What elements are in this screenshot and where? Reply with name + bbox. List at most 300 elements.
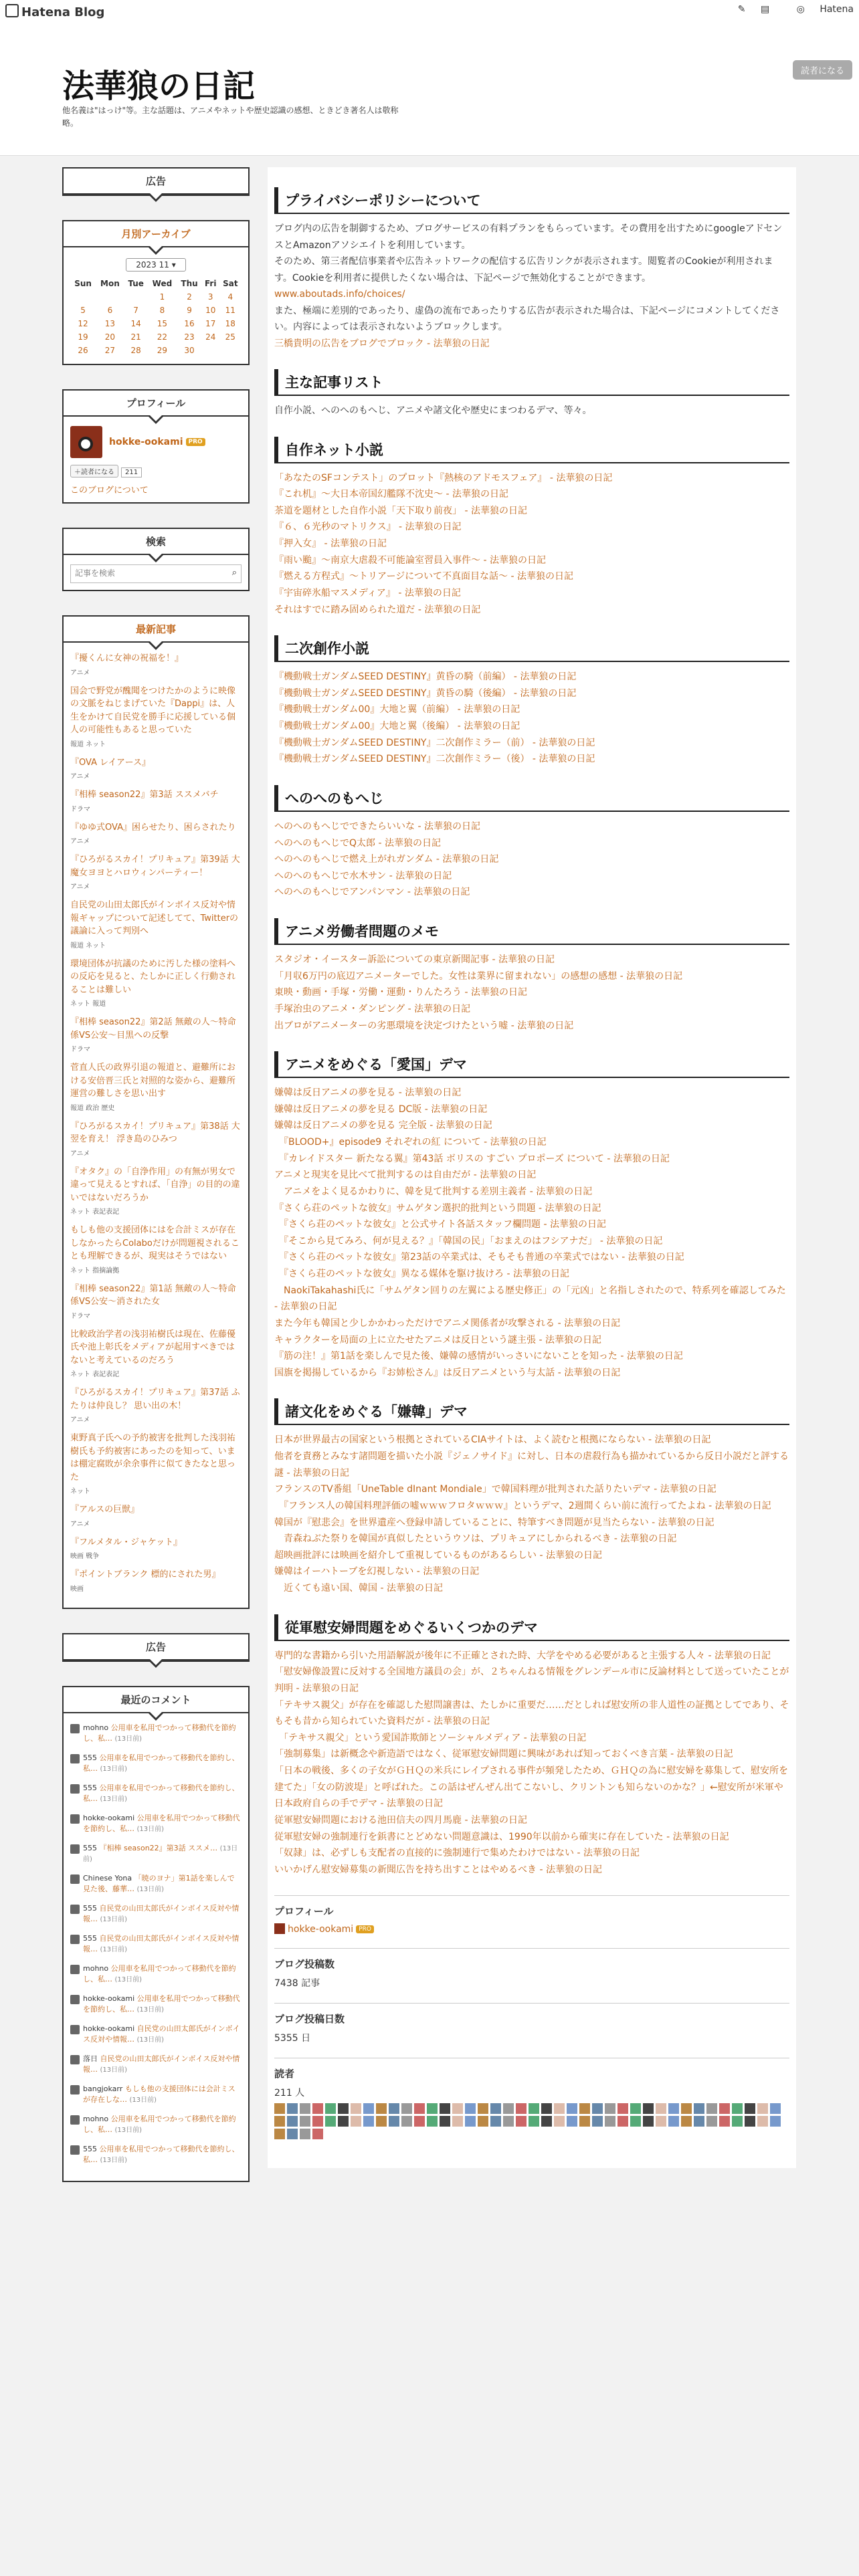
reader-avatar[interactable]: [312, 2129, 323, 2139]
reader-avatar[interactable]: [668, 2116, 679, 2127]
article-link[interactable]: 日本が世界最古の国家という根拠とされているCIAサイトは、よく読むと根拠にならない - 法華狼の日記: [274, 1434, 711, 1446]
recent-post-category[interactable]: ネット 表記表記: [70, 1208, 120, 1216]
article-link[interactable]: NaokiTakahashi氏に「サムゲタン回りの左翼による歴史修正」の「元凶」と名指しされたので、特系列を確認してみた - 法華狼の日記: [274, 1285, 786, 1313]
recent-post-title[interactable]: 東野真子氏への予約被害を批判した浅羽祐樹氏も予約被害にあったのを知って、いまは棚定腐敗が余余事件に似てきたなと思った: [70, 1433, 236, 1483]
comment-item: [70, 2054, 242, 2076]
comment-user[interactable]: 555: [83, 1843, 97, 1852]
article-link[interactable]: キャラクターを局面の上に立たせたアニメは反日という謎主張 - 法華狼の日記: [274, 1334, 601, 1346]
calendar-day[interactable]: 28: [130, 346, 141, 355]
comment-user[interactable]: 555: [83, 2144, 97, 2153]
comment-text[interactable]: 公用車を私用でつかって移動代を節約し、私…: [83, 1994, 240, 2014]
reader-avatar[interactable]: [567, 2116, 577, 2127]
comment-text[interactable]: 自民党の山田太郎氏がインボイス反対や情報…: [83, 1903, 240, 1923]
blog-title[interactable]: 法華狼の日記: [62, 68, 256, 105]
reader-avatar[interactable]: [401, 2103, 412, 2114]
article-link[interactable]: 「日本の戦後、多くの子女がＧＨＱの米兵にレイプされる事件が頻発したため、ＧＨＱの為に慰安婦を募集して、慰安所を建てた」「女の防波堤」と呼ばれた。この話はぜんぜん出てこないし、クリントンも知らないのかな？」←慰安所が米軍や日本政府自らの手でデマ - 法華狼の日記: [274, 1765, 789, 1810]
comment-text[interactable]: 公用車を私用でつかって移動代を節約し、私…: [83, 1783, 240, 1803]
calendar-day[interactable]: 24: [205, 332, 216, 342]
reader-avatar[interactable]: [541, 2116, 552, 2127]
hatena-blog-logo[interactable]: Hatena Blog: [5, 4, 104, 19]
recent-post-title[interactable]: 環境団体が抗議のために汚した様の塗料への反応を見ると、たしかに正しく行動されることは難しい: [70, 958, 236, 995]
calendar-day[interactable]: 5: [80, 306, 86, 315]
comment-user[interactable]: mohno: [83, 1723, 109, 1732]
calendar-day[interactable]: 26: [78, 346, 88, 355]
calendar-day[interactable]: 1: [159, 292, 165, 302]
reader-avatar[interactable]: [274, 2129, 285, 2139]
article-link[interactable]: アニメをよく見るかわりに、韓を見て批判する差別主義者 - 法華狼の日記: [274, 1186, 593, 1197]
article-link[interactable]: 嫌韓は反日アニメの夢を見る 完全版 - 法華狼の日記: [274, 1120, 492, 1132]
recent-post-category[interactable]: ネット: [70, 1488, 90, 1495]
reader-avatar[interactable]: [389, 2103, 399, 2114]
reader-avatar[interactable]: [338, 2116, 349, 2127]
recent-post-category[interactable]: ドラマ: [70, 1046, 90, 1053]
article-link[interactable]: いいかげん慰安婦募集の新聞広告を持ち出すことはやめるべき - 法華狼の日記: [274, 1864, 602, 1875]
reader-avatar[interactable]: [770, 2116, 781, 2127]
article-link[interactable]: また今年も韓国と少しかかわっただけでアニメ関係者が攻撃される - 法華狼の日記: [274, 1317, 621, 1329]
recent-post-title[interactable]: 比較政治学者の浅羽祐樹氏は現在、佐藤優氏や池上彰氏をメディアが起用すべきではないと考えているのだろう: [70, 1329, 236, 1366]
article-link[interactable]: アニメと現実を見比べて批判するのは自由だが - 法華狼の日記: [274, 1170, 537, 1181]
comment-user[interactable]: mohno: [83, 2114, 109, 2123]
article-link[interactable]: 「奴隷」は、必ずしも支配者の直接的に強制連行で集めたわけではない - 法華狼の日記: [274, 1848, 640, 1859]
profile-name[interactable]: hokke-ookami PRO: [109, 437, 205, 447]
comment-text[interactable]: 公用車を私用でつかって移動代を節約し、私…: [83, 1753, 240, 1773]
recent-post-title[interactable]: 『ゆゆ式OVA』困らせたり、困らされたり: [70, 822, 236, 833]
calendar-day[interactable]: 21: [130, 332, 141, 342]
calendar-week: [70, 317, 242, 330]
recent-post-title[interactable]: 『ひろがるスカイ！プリキュア』第39話 大魔女ヨヨとハロウィンパーティー！: [70, 855, 240, 878]
article-link[interactable]: へのへのもへじでQ太郎 - 法華狼の日記: [274, 837, 441, 849]
reader-avatar[interactable]: [668, 2103, 679, 2114]
comment-text[interactable]: 「暁のヨナ」第1話を楽しんで見た後、藤華…: [83, 1873, 235, 1893]
article-link[interactable]: 『さくら荘のペットな彼女』第23話の卒業式は、そもそも普通の卒業式ではない - 法華狼の日記: [274, 1252, 684, 1263]
recent-post-category[interactable]: アニメ: [70, 1416, 90, 1424]
recent-post: [70, 1503, 242, 1528]
month-select[interactable]: 2023 11 ▾: [126, 258, 186, 272]
reader-avatar[interactable]: [363, 2116, 374, 2127]
reader-avatar[interactable]: [325, 2103, 336, 2114]
calendar-day[interactable]: 3: [207, 292, 213, 302]
calendar-day[interactable]: 19: [78, 332, 88, 342]
article-link[interactable]: 「テキサス親父」という愛国詐欺師とソーシャルメディア - 法華狼の日記: [274, 1732, 587, 1743]
calendar-day[interactable]: 9: [187, 306, 192, 315]
reader-avatar[interactable]: [503, 2116, 514, 2127]
article-link[interactable]: 『BLOOD+』episode9 それぞれの紅 について - 法華狼の日記: [274, 1137, 547, 1148]
article-link[interactable]: 「あなたのSFコンテスト」のプロット『熱核のアドモスフェア』 - 法華狼の日記: [274, 472, 613, 484]
comment-user[interactable]: mohno: [83, 1963, 109, 1973]
article-link[interactable]: 「強制募集」は新概念や新造語ではなく、従軍慰安婦問題に興味があれば知っておくべき言葉 - 法華狼の日記: [274, 1749, 733, 1760]
reader-avatar[interactable]: [541, 2103, 552, 2114]
reader-avatar[interactable]: [757, 2103, 768, 2114]
recent-post-category[interactable]: 報道 ネット: [70, 740, 106, 748]
reader-avatar[interactable]: [529, 2116, 539, 2127]
reader-avatar[interactable]: [287, 2129, 298, 2139]
search-icon[interactable]: ⌕: [231, 568, 237, 578]
comment-user[interactable]: hokke-ookami: [83, 2024, 135, 2033]
recent-post-category[interactable]: 報道 政治 歴史: [70, 1104, 115, 1112]
reader-avatar[interactable]: [351, 2103, 361, 2114]
reader-avatar[interactable]: [643, 2116, 654, 2127]
reader-avatar[interactable]: [529, 2103, 539, 2114]
calendar-week: [70, 344, 242, 357]
article-link[interactable]: 『さくら荘のペットな彼女』サムゲタン選択的批判という問題 - 法華狼の日記: [274, 1202, 601, 1214]
article-link[interactable]: スタジオ・イースター訴訟についての東京新聞記事 - 法華狼の日記: [274, 954, 555, 965]
article-link[interactable]: 従軍慰安婦の強制連行を鋲書にとどめない問題意識は、1990年以前から確実に存在していた - 法華狼の日記: [274, 1831, 729, 1842]
reader-avatar[interactable]: [656, 2103, 666, 2114]
recent-post-category[interactable]: 映画 戦争: [70, 1553, 100, 1560]
reader-avatar[interactable]: [427, 2103, 438, 2114]
article-link[interactable]: 『押入女』 - 法華狼の日記: [274, 538, 387, 549]
reader-avatar[interactable]: [719, 2116, 730, 2127]
reader-avatar[interactable]: [516, 2116, 527, 2127]
recent-post-category[interactable]: アニメ: [70, 669, 90, 677]
reader-avatar[interactable]: [490, 2103, 501, 2114]
comment-user[interactable]: 555: [83, 1783, 97, 1792]
reader-avatar[interactable]: [554, 2103, 565, 2114]
calendar-day[interactable]: 25: [225, 332, 235, 342]
reader-avatar[interactable]: [287, 2116, 298, 2127]
article-link[interactable]: 『さくら荘のペットな彼女』異なる媒体を駆け抜けろ - 法華狼の日記: [274, 1269, 569, 1279]
article-link[interactable]: 嫌韓はイーハトーブを幻視しない - 法華狼の日記: [274, 1566, 480, 1578]
reader-avatar[interactable]: [452, 2103, 463, 2114]
article-link[interactable]: 嫌韓は反日アニメの夢を見る - 法華狼の日記: [274, 1087, 462, 1099]
comment-date: (13日前): [114, 1976, 142, 1983]
article-link[interactable]: 東映・動画・手塚・労働・運動・りんたろう - 法華狼の日記: [274, 987, 527, 998]
reader-avatar[interactable]: [503, 2103, 514, 2114]
reader-avatar[interactable]: [694, 2103, 704, 2114]
main-content: [268, 167, 796, 2168]
recent-post-title[interactable]: 菅直人氏の政界引退の報道と、避難所における安倍晋三氏と対照的な姿から、避難所運営の難しさを思い出す: [70, 1063, 236, 1099]
reader-avatar[interactable]: [312, 2103, 323, 2114]
article-link[interactable]: 嫌韓は反日アニメの夢を見る DC版 - 法華狼の日記: [274, 1103, 488, 1115]
article-link[interactable]: 「テキサス親父」が存在を確認した慰問譲書は、たしかに重要だ……だとしれば慰安所の非人道性の証拠としてであり、そもそも昔から知られていた資料だが - 法華狼の日記: [274, 1699, 789, 1727]
article-link[interactable]: 『フランス人の韓国料理評価の嘘ｗｗｗフロタｗｗｗ』というデマ、2週間くらい前に流行ってたよね - 法華狼の日記: [274, 1500, 771, 1511]
reader-avatar[interactable]: [681, 2103, 692, 2114]
article-section: [274, 635, 789, 768]
article-link[interactable]: それはすでに踏み固められた道だ - 法華狼の日記: [274, 604, 481, 615]
recent-post: [70, 1120, 242, 1158]
reader-avatar[interactable]: [274, 2103, 285, 2114]
reader-avatar[interactable]: [579, 2116, 590, 2127]
reader-avatar[interactable]: [389, 2116, 399, 2127]
comment-text-wrap: [83, 2024, 242, 2046]
reader-avatar[interactable]: [554, 2116, 565, 2127]
reader-avatar[interactable]: [567, 2103, 577, 2114]
reader-avatar[interactable]: [363, 2103, 374, 2114]
calendar-day[interactable]: 18: [225, 319, 235, 328]
calendar-day[interactable]: 27: [104, 346, 116, 355]
article-link[interactable]: 『機動戦士ガンダム00』大地と翼（前編） - 法華狼の日記: [274, 704, 520, 716]
comment-user[interactable]: hokke-ookami: [83, 1994, 135, 2003]
reader-avatar[interactable]: [630, 2103, 641, 2114]
comment-date: (13日前): [114, 1735, 142, 1743]
article-link[interactable]: へのへのもへじでできたらいいな - 法華狼の日記: [274, 821, 480, 832]
reader-avatar[interactable]: [643, 2103, 654, 2114]
calendar-day[interactable]: 22: [157, 332, 168, 342]
reader-avatar[interactable]: [732, 2116, 743, 2127]
comment-text[interactable]: 自民党の山田太郎氏がインボイス反対や情報…: [83, 2054, 240, 2074]
reader-avatar[interactable]: [516, 2103, 527, 2114]
reader-avatar[interactable]: [452, 2116, 463, 2127]
article-link[interactable]: 『これ机』～大日本帝国幻艦隊不沈史～ - 法華狼の日記: [274, 489, 508, 500]
recent-post-category[interactable]: アニメ: [70, 1150, 90, 1158]
edit-icon[interactable]: ✎: [737, 4, 746, 15]
recent-post-title[interactable]: もしも他の支援団体にはを合計ミスが存在しなかったらColaboだけが問題視されることも理解できるが、現実はそうではない: [70, 1225, 240, 1261]
article-link[interactable]: 『機動戦士ガンダム00』大地と翼（後編） - 法華狼の日記: [274, 721, 520, 732]
article-link[interactable]: 「慰安婦像設置に反対する全国地方議員の会」が、２ちゃんねる情報をグレンデール市に反論材料として送っていたことが判明 - 法華狼の日記: [274, 1667, 789, 1694]
article-section: [274, 918, 789, 1034]
article-link[interactable]: 韓国が『慰悲会』を世界遺産へ登録申請していることに、特筆すべき問題が見当たらない - 法華狼の日記: [274, 1517, 714, 1528]
reader-avatar[interactable]: [287, 2103, 298, 2114]
recent-post-title[interactable]: 『擾くんに女神の祝福を！』: [70, 653, 184, 663]
reader-avatar[interactable]: [694, 2116, 704, 2127]
calendar-day[interactable]: 15: [157, 319, 168, 328]
comment-item: [70, 2084, 242, 2106]
comment-date: (13日前): [129, 2097, 157, 2104]
comment-text[interactable]: 自民党の山田太郎氏がインボイス反対や情報…: [83, 2024, 240, 2044]
recent-post-title[interactable]: 国会で野党が醜聞をつけたかのように映像の文脈をねじまげていた『Dappi』は、人生をかけて自民党を勝手に応援している個人の可能性もあると思っていた: [70, 685, 236, 735]
reader-avatar[interactable]: [325, 2116, 336, 2127]
comment-text[interactable]: 公用車を私用でつかって移動代を節約し、私…: [83, 2114, 236, 2134]
reader-count[interactable]: 211: [121, 467, 142, 477]
user-icon: [70, 2085, 80, 2095]
calendar-day[interactable]: 13: [104, 319, 116, 328]
recent-post-title[interactable]: 『相棒 season22』第3話 ススメバチ: [70, 790, 219, 800]
comment-item: [70, 1994, 242, 2016]
article-link[interactable]: 『宇宙碎氷船マスメディア』 - 法華狼の日記: [274, 587, 461, 599]
comment-text[interactable]: 公用車を私用でつかって移動代を節約し、私…: [83, 1813, 240, 1833]
article-link[interactable]: 国旗を掲揚しているから『お姉松さん』は反日アニメという与太話 - 法華狼の日記: [274, 1367, 621, 1378]
comment-user[interactable]: 555: [83, 1753, 97, 1762]
section-title: 主な記事リスト: [274, 369, 789, 396]
recent-post-category[interactable]: 報道 ネット: [70, 942, 106, 950]
reader-avatar[interactable]: [656, 2116, 666, 2127]
reader-avatar[interactable]: [338, 2103, 349, 2114]
comment-item: [70, 1873, 242, 1895]
reader-avatar[interactable]: [351, 2116, 361, 2127]
recent-post-title[interactable]: 『フルメタル・ジャケット』: [70, 1537, 183, 1547]
reader-avatar[interactable]: [617, 2103, 628, 2114]
calendar-day[interactable]: 23: [184, 332, 195, 342]
reader-avatar[interactable]: [478, 2103, 488, 2114]
reader-avatar[interactable]: [706, 2103, 717, 2114]
reader-avatar[interactable]: [592, 2103, 603, 2114]
article-link[interactable]: 『カレイドスター 新たなる翼』第43話 ボリスの すごい プロポーズ について - 法華狼の日記: [274, 1153, 670, 1164]
recent-post-category[interactable]: ドラマ: [70, 805, 90, 813]
article-link[interactable]: 茶道を題材とした自作小説「天下取り前夜」 - 法華狼の日記: [274, 505, 527, 516]
comment-text-wrap: [83, 1813, 242, 1835]
blog-header: [0, 21, 859, 156]
article-link[interactable]: 『雨い颱』～南京大虐殺不可能論室習員入事件～ - 法華狼の日記: [274, 554, 546, 566]
calendar-day[interactable]: 17: [205, 319, 216, 328]
recent-post-title[interactable]: 『OVA レイアース』: [70, 757, 151, 768]
article-link[interactable]: 出ブロがアニメーターの劣悪環境を決定づけたという嘘 - 法華狼の日記: [274, 1020, 574, 1031]
calendar-day[interactable]: 6: [107, 306, 113, 315]
article-link[interactable]: 『機動戦士ガンダムSEED DESTINY』二次創作ミラー（前） - 法華狼の日記: [274, 737, 595, 748]
comment-user[interactable]: bangjokarr: [83, 2084, 123, 2093]
article-link[interactable]: 手塚治虫のアニメ・ダンピング - 法華狼の日記: [274, 1003, 471, 1014]
comment-text[interactable]: 公用車を私用でつかって移動代を節約し、私…: [83, 1963, 236, 1983]
recent-post-title[interactable]: 『アルスの巨獣』: [70, 1505, 140, 1515]
reader-avatar[interactable]: [770, 2103, 781, 2114]
recent-post-category[interactable]: ネット 指摘論拠: [70, 1267, 120, 1275]
calendar-day[interactable]: 30: [184, 346, 195, 355]
user-icon: [70, 1814, 80, 1824]
article-link[interactable]: 『さくら荘のペットな彼女』と公式サイト各話スタッフ欄問題 - 法華狼の日記: [274, 1219, 606, 1230]
avatar[interactable]: [70, 426, 102, 458]
calendar-day[interactable]: 4: [227, 292, 233, 302]
recent-post-title[interactable]: 『ひろがるスカイ！プリキュア』第38話 大翌を育え！ 浮き島のひみつ: [70, 1121, 240, 1144]
article-link[interactable]: 従軍慰安婦問題における池田信夫の四月馬鹿 - 法華狼の日記: [274, 1814, 527, 1826]
reader-avatar[interactable]: [579, 2103, 590, 2114]
block-ads-link[interactable]: 三橋貴明の広告をブログでブロック - 法華狼の日記: [274, 338, 490, 349]
reader-avatar[interactable]: [274, 2116, 285, 2127]
reader-avatar[interactable]: [300, 2129, 310, 2139]
reader-avatar[interactable]: [300, 2103, 310, 2114]
recent-post-title[interactable]: 『相棒 season22』第2話 無敵の人～特命係VS公安～目黒への反撃: [70, 1017, 236, 1041]
recent-post-category[interactable]: アニメ: [70, 773, 90, 780]
profile-link[interactable]: hokke-ookami: [288, 1924, 354, 1935]
calendar-day[interactable]: 16: [184, 319, 195, 328]
calendar-day[interactable]: 20: [104, 332, 116, 342]
article-link[interactable]: 専門的な書籍から引いた用語解説が後年に不正確とされた時、大学をやめる必要があると主張する人々 - 法華狼の日記: [274, 1650, 771, 1661]
recent-post-category[interactable]: ネット 報道: [70, 1000, 106, 1008]
reader-avatar[interactable]: [681, 2116, 692, 2127]
recent-post-category[interactable]: アニメ: [70, 838, 90, 845]
article-link[interactable]: 超映画批評には映画を紹介して重視しているものがあるらしい - 法華狼の日記: [274, 1549, 602, 1561]
article-link[interactable]: 『そこから見てみろ、何が見える？』「韓国の民」「おまえのはフシアナだ」 - 法華狼の日記: [274, 1235, 663, 1247]
article-link[interactable]: 青森ねぶた祭りを韓国が真似したというウソは、プリキュアにしかられるべき - 法華狼の日記: [274, 1533, 677, 1545]
comment-text[interactable]: もしも他の支援団体には会計ミスが存在しな…: [83, 2084, 235, 2104]
manage-icon[interactable]: ▤: [760, 4, 770, 15]
reader-avatar[interactable]: [414, 2116, 425, 2127]
calendar-day[interactable]: 29: [157, 346, 168, 355]
recent-post-category[interactable]: アニメ: [70, 1520, 90, 1528]
reader-avatar[interactable]: [757, 2116, 768, 2127]
recent-post-title[interactable]: 『ポイントブランク 標的にされた男』: [70, 1570, 221, 1580]
article-link[interactable]: 「月収6万円の底辺アニメーターでした。女性は業界に留まれない」の感想の感想 - 法華狼の日記: [274, 970, 683, 982]
comment-item: [70, 1843, 242, 1865]
user-icon: [70, 1784, 80, 1794]
reader-avatar[interactable]: [706, 2116, 717, 2127]
comment-text-wrap: [83, 1933, 242, 1955]
article-link[interactable]: へのへのもへじで燃え上がれガンダム - 法華狼の日記: [274, 854, 499, 865]
about-blog-link[interactable]: このブログについて: [70, 486, 149, 496]
recent-post-title[interactable]: 『オタク』の「自浄作用」の有無が男女で違って見えるとすれば、「自浄」の目的の違いではないだろうか: [70, 1166, 240, 1203]
article-link[interactable]: 近くても遠い国、韓国 - 法華狼の日記: [274, 1583, 443, 1594]
search-input[interactable]: [71, 565, 224, 581]
reader-avatar[interactable]: [376, 2116, 387, 2127]
comment-text[interactable]: 公用車を私用でつかって移動代を節約し、私…: [83, 1723, 236, 1743]
comment-text[interactable]: 『相棒 season22』第3話 ススメ…: [99, 1843, 218, 1852]
recent-post-title[interactable]: 『相棒 season22』第1話 無敵の人～特命係VS公安～消された女: [70, 1283, 236, 1307]
reader-avatar[interactable]: [440, 2103, 450, 2114]
hatena-user-menu[interactable]: ◎ Hatena: [796, 4, 854, 15]
calendar-day[interactable]: 12: [78, 319, 88, 328]
reader-avatar[interactable]: [300, 2116, 310, 2127]
reader-avatar[interactable]: [465, 2103, 476, 2114]
recent-post-category[interactable]: アニメ: [70, 883, 90, 891]
reader-avatar[interactable]: [440, 2116, 450, 2127]
reader-avatar[interactable]: [719, 2103, 730, 2114]
article-link-list: [274, 1085, 789, 1381]
subscribe-small-button[interactable]: ＋読者になる: [70, 465, 118, 477]
comment-user[interactable]: Chinese Yona: [83, 1873, 132, 1883]
recent-post: [70, 1536, 242, 1561]
comment-item: [70, 2024, 242, 2046]
section-title: プライバシーポリシーについて: [274, 187, 789, 214]
calendar-day: [70, 290, 96, 304]
article-link[interactable]: 『燃える方程式』～トリアージについて不真面目な話～ - 法華狼の日記: [274, 571, 573, 582]
reader-avatar[interactable]: [427, 2116, 438, 2127]
article-link[interactable]: 『機動戦士ガンダムSEED DESTINY』黄昏の騎（前編） - 法華狼の日記: [274, 671, 577, 683]
widget-title: 広告: [64, 1634, 248, 1660]
comment-user[interactable]: 555: [83, 1933, 97, 1943]
reader-avatar[interactable]: [490, 2116, 501, 2127]
article-section: [274, 785, 789, 901]
comment-item: [70, 2144, 242, 2166]
aboutads-link[interactable]: www.aboutads.info/choices/: [274, 289, 405, 300]
article-link[interactable]: 『機動戦士ガンダムSEED DESTINY』二次創作ミラー（後） - 法華狼の日記: [274, 754, 595, 765]
recent-post-category[interactable]: 映画: [70, 1585, 84, 1593]
reader-avatar[interactable]: [745, 2103, 755, 2114]
reader-avatar[interactable]: [465, 2116, 476, 2127]
reader-avatar[interactable]: [414, 2103, 425, 2114]
section-title: アニメをめぐる「愛国」デマ: [274, 1051, 789, 1078]
comment-user[interactable]: hokke-ookami: [83, 1813, 135, 1822]
article-link[interactable]: フランスのTV番組「UneTable dInant Mondiale」で韓国料理が批判された話りたいデマ - 法華狼の日記: [274, 1484, 717, 1495]
calendar-day[interactable]: 10: [205, 306, 216, 315]
user-icon: [70, 2145, 80, 2155]
comment-text-wrap: [83, 2114, 242, 2136]
post-count-value: 7438 記事: [274, 1978, 320, 1990]
article-link[interactable]: へのへのもへじでアンパンマン - 法華狼の日記: [274, 887, 470, 898]
reader-avatar[interactable]: [376, 2103, 387, 2114]
article-link[interactable]: 『機動戦士ガンダムSEED DESTINY』黄昏の騎（後編） - 法華狼の日記: [274, 687, 577, 699]
reader-avatar[interactable]: [617, 2116, 628, 2127]
calendar-day[interactable]: 7: [133, 306, 138, 315]
calendar-day[interactable]: 11: [225, 306, 235, 315]
article-link[interactable]: 他者を責務とみなす諸問題を描いた小説『ジェノサイド』に対し、日本の虐殺行為も描かれているから反日小説だと評する謎 - 法華狼の日記: [274, 1451, 789, 1479]
article-link[interactable]: 『６、６光秒のマトリクス』 - 法華狼の日記: [274, 522, 462, 533]
reader-avatar[interactable]: [605, 2103, 615, 2114]
comment-item: [70, 1813, 242, 1835]
comment-user[interactable]: 555: [83, 1903, 97, 1913]
article-link[interactable]: へのへのもへじで水木サン - 法華狼の日記: [274, 870, 452, 881]
reader-avatar[interactable]: [401, 2116, 412, 2127]
calendar-day[interactable]: 2: [187, 292, 192, 302]
comment-text[interactable]: 自民党の山田太郎氏がインボイス反対や情報…: [83, 1933, 240, 1953]
reader-avatar[interactable]: [732, 2103, 743, 2114]
recent-post-category[interactable]: ドラマ: [70, 1312, 90, 1320]
reader-avatar[interactable]: [592, 2116, 603, 2127]
reader-avatar[interactable]: [605, 2116, 615, 2127]
recent-post-title[interactable]: 自民党の山田太郎氏がインボイス反対や情報ギャップについて記述してて、Twitterの議論に入って判別へ: [70, 900, 239, 936]
reader-avatar[interactable]: [478, 2116, 488, 2127]
recent-post-title[interactable]: 『ひろがるスカイ！プリキュア』第37話 ふたりは仲良し？ 思い出の木！: [70, 1388, 240, 1411]
subscribe-button[interactable]: 読者になる: [793, 60, 852, 80]
calendar-day[interactable]: 8: [159, 306, 165, 315]
recent-post: [70, 788, 242, 813]
recent-post-category[interactable]: ネット 表記表記: [70, 1371, 120, 1378]
article-link[interactable]: 『筋の注！』第1話を楽しんで見た後、嫌韓の感情がいっさいにないことを知った - 法華狼の日記: [274, 1351, 683, 1362]
reader-avatar[interactable]: [312, 2116, 323, 2127]
calendar-day[interactable]: 14: [130, 319, 141, 328]
weekday-header: Fri: [204, 279, 217, 288]
reader-avatar[interactable]: [630, 2116, 641, 2127]
comment-user[interactable]: 落日: [83, 2054, 98, 2063]
comment-text[interactable]: 公用車を私用でつかって移動代を節約し、私…: [83, 2144, 240, 2164]
reader-avatar[interactable]: [745, 2116, 755, 2127]
